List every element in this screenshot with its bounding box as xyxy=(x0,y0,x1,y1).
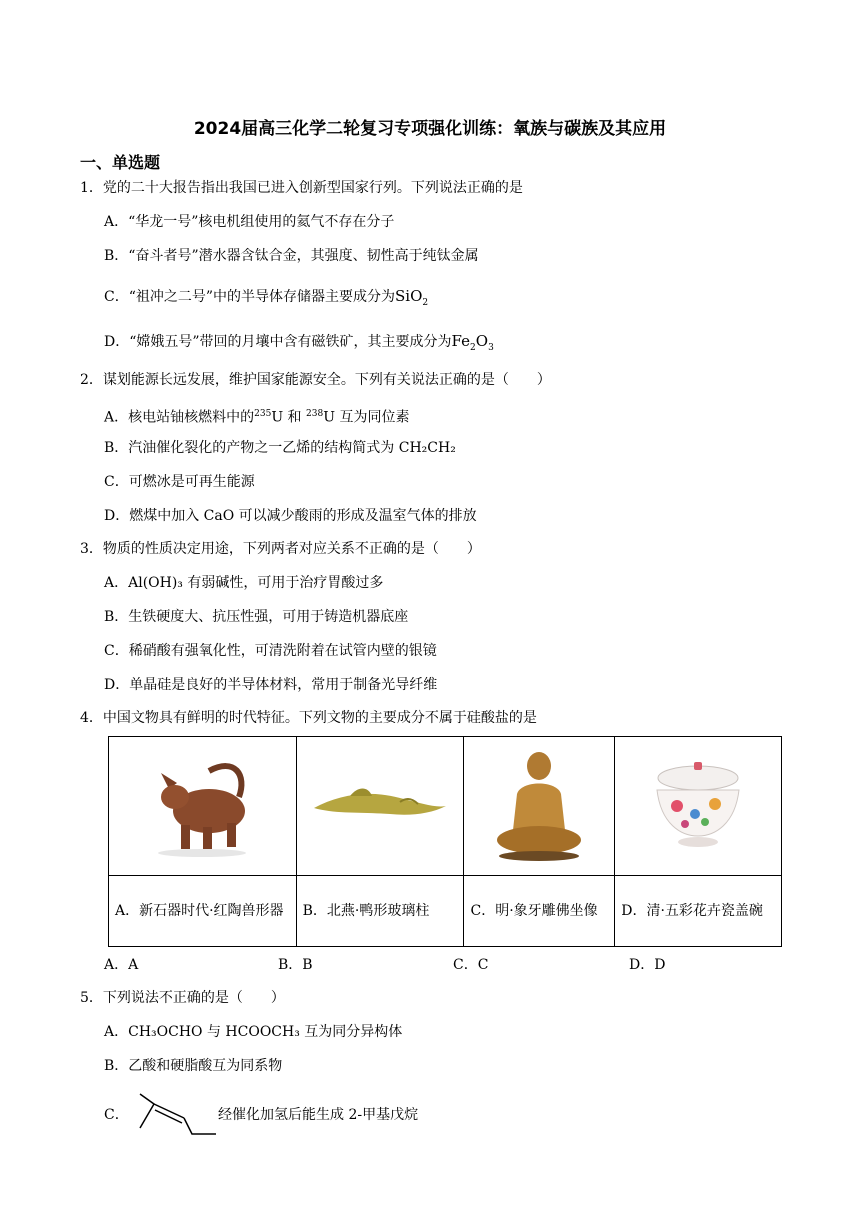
question-1-option-b: B．“奋斗者号”潜水器含钛合金，其强度、韧性高于纯钛金属 xyxy=(104,248,479,264)
artifact-caption-b: B．北燕·鸭形玻璃柱 xyxy=(296,876,464,947)
artifact-image-d xyxy=(615,737,782,876)
question-2-option-d: D．燃煤中加入 CaO 可以减少酸雨的形成及温室气体的排放 xyxy=(104,508,477,524)
question-2-option-a: A．核电站铀核燃料中的$^{235}$U 和 $^{238}$U 互为同位素 xyxy=(104,409,410,426)
question-1-stem: 1．党的二十大报告指出我国已进入创新型国家行列。下列说法正确的是 xyxy=(80,180,523,196)
artifact-image-b xyxy=(296,737,464,876)
artifact-caption-c: C．明·象牙雕佛坐像 xyxy=(464,876,615,947)
question-3-option-c: C．稀硝酸有强氧化性，可清洗附着在试管内壁的银镜 xyxy=(104,643,437,659)
question-1-option-a: A．“华龙一号”核电机组使用的氦气不存在分子 xyxy=(104,214,395,230)
question-2-stem: 2．谋划能源长远发展，维护国家能源安全。下列有关说法正确的是（ ） xyxy=(80,372,551,388)
question-3-option-d: D．单晶硅是良好的半导体材料，常用于制备光导纤维 xyxy=(104,677,438,693)
question-1-option-d: D．“嫦娥五号”带回的月壤中含有磁铁矿，其主要成分为$Fe_2O_3$ xyxy=(104,332,494,353)
question-3-stem: 3．物质的性质决定用途，下列两者对应关系不正确的是（ ） xyxy=(80,541,481,557)
question-4-stem: 4．中国文物具有鲜明的时代特征。下列文物的主要成分不属于硅酸盐的是 xyxy=(80,710,537,726)
question-2-option-c: C．可燃冰是可再生能源 xyxy=(104,474,255,490)
question-4-choice-b: B．B xyxy=(278,957,313,973)
question-4-choice-c: C．C xyxy=(453,957,489,973)
artifact-image-c xyxy=(464,737,615,876)
question-5-option-c-text: 经催化加氢后能生成 2-甲基戊烷 xyxy=(218,1107,419,1123)
question-4-choice-a: A．A xyxy=(104,957,139,973)
artifact-image-a xyxy=(109,737,297,876)
question-5-option-c-label: C． xyxy=(104,1107,129,1123)
question-4-choice-d: D．D xyxy=(629,957,666,973)
artifact-table xyxy=(108,736,782,947)
question-5-stem: 5．下列说法不正确的是（ ） xyxy=(80,990,285,1006)
question-1-option-c: C．“祖冲之二号”中的半导体存储器主要成分为SiO$_2$ xyxy=(104,287,429,308)
question-3-option-a: A．Al(OH)₃ 有弱碱性，可用于治疗胃酸过多 xyxy=(104,575,384,591)
document-title: 2024届高三化学二轮复习专项强化训练：氧族与碳族及其应用 xyxy=(193,119,667,139)
artifact-caption-d: D．清·五彩花卉瓷盖碗 xyxy=(615,876,782,947)
alkene-structure-diagram xyxy=(138,1088,218,1138)
section-heading: 一、单选题 xyxy=(80,153,161,172)
question-5-option-b: B．乙酸和硬脂酸互为同系物 xyxy=(104,1058,283,1074)
artifact-caption-a: A．新石器时代·红陶兽形器 xyxy=(109,876,297,947)
question-3-option-b: B．生铁硬度大、抗压性强，可用于铸造机器底座 xyxy=(104,609,409,625)
question-2-option-b: B．汽油催化裂化的产物之一乙烯的结构简式为 CH₂CH₂ xyxy=(104,440,456,456)
question-5-option-a: A．CH₃OCHO 与 HCOOCH₃ 互为同分异构体 xyxy=(104,1024,403,1040)
